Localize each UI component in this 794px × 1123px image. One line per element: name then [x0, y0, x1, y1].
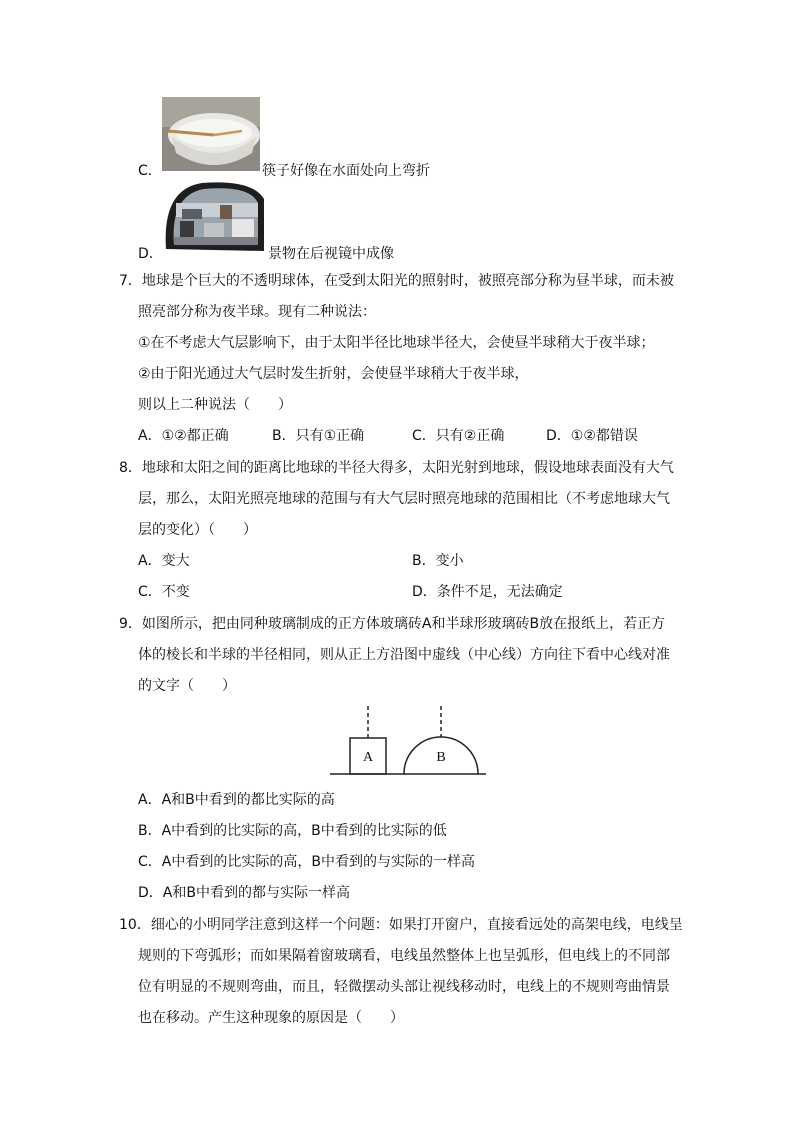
q9-line-3: 的文字（ ）	[138, 678, 236, 694]
q10-line-2: 规则的下弯弧形；而如果隔着窗玻璃看，电线虽然整体上也呈弧形，但电线上的不同部	[138, 948, 670, 964]
q10-line-1: 10．细心的小明同学注意到这样一个问题：如果打开窗户，直接看远处的高架电线，电线呈	[119, 917, 683, 933]
q9-line-1: 9．如图所示，把由同种玻璃制成的正方体玻璃砖A和半球形玻璃砖B放在报纸上，若正方	[119, 616, 666, 632]
q6-option-c	[138, 162, 162, 180]
q10-line-4: 也在移动。产生这种现象的原因是（ ）	[138, 1010, 404, 1026]
q7-line-4: ②由于阳光通过大气层时发生折射，会使昼半球稍大于夜半球，	[138, 366, 529, 382]
q9-option-b: B．A中看到的比实际的高，B中看到的比实际的低	[138, 823, 447, 839]
q10-line-3: 位有明显的不规则弯曲，而且，轻微摆动头部让视线移动时，电线上的不规则弯曲情景	[138, 979, 670, 995]
q8-option-d: D．条件不足，无法确定	[412, 584, 563, 600]
q7-line-5: 则以上二种说法（ ）	[138, 397, 292, 413]
q7-line-1: 7．地球是个巨大的不透明球体，在受到太阳光的照射时，被照亮部分称为昼半球，而未被	[119, 273, 674, 289]
q8-option-c: C．不变	[138, 584, 190, 600]
q7-line-2: 照亮部分称为夜半球。现有二种说法：	[138, 304, 376, 320]
q7-line-3: ①在不考虑大气层影响下，由于太阳半径比地球半径大，会使昼半球稍大于夜半球；	[138, 335, 655, 351]
q8-option-b: B．变小	[412, 553, 464, 569]
q6-option-d-text: 景物在后视镜中成像	[268, 246, 394, 262]
q9-option-c: C．A中看到的比实际的高，B中看到的与实际的一样高	[138, 854, 475, 870]
q8-line-3: 层的变化）（ ）	[138, 522, 257, 538]
glass-bricks-figure	[328, 704, 488, 778]
q9-option-a: A．A和B中看到的都比实际的高	[138, 792, 335, 808]
q8-option-a: A．变大	[138, 553, 190, 569]
q7-option-d: D．①②都错误	[546, 428, 638, 444]
chopsticks-bowl-photo	[162, 97, 260, 171]
q6-option-c-text: 筷子好像在水面处向上弯折	[262, 163, 430, 179]
q9-line-2: 体的棱长和半球的半径相同，则从正上方沿图中虚线（中心线）方向往下看中心线对准	[138, 647, 670, 663]
q7-option-b: B．只有①正确	[272, 428, 365, 444]
label-a: A	[362, 750, 374, 765]
q6-option-d-letter: D．	[138, 246, 163, 262]
q6-option-d	[138, 245, 163, 263]
q7-option-a: A．①②都正确	[138, 428, 229, 444]
q8-line-2: 层，那么，太阳光照亮地球的范围与有大气层时照亮地球的范围相比（不考虑地球大气	[138, 491, 670, 507]
q6-option-c-letter: C．	[138, 163, 162, 179]
q7-option-c: C．只有②正确	[412, 428, 505, 444]
q9-option-d: D．A和B中看到的都与实际一样高	[138, 885, 350, 901]
rearview-mirror-photo	[162, 179, 266, 255]
q8-line-1: 8．地球和太阳之间的距离比地球的半径大得多，太阳光射到地球，假设地球表面没有大气	[119, 460, 674, 476]
label-b: B	[436, 750, 446, 765]
